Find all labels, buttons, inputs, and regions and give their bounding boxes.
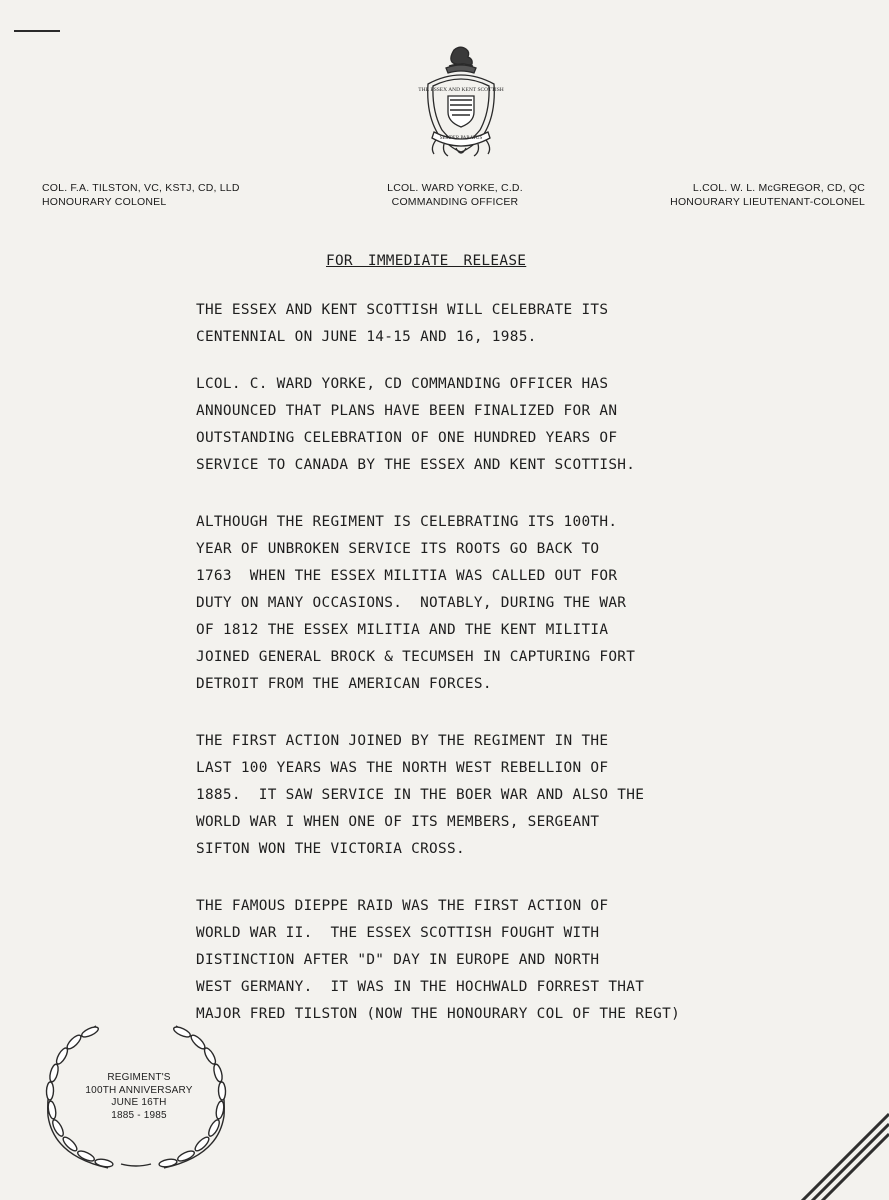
text-line: JOINED GENERAL BROCK & TECUMSEH IN CAPTURING FORT <box>196 649 636 665</box>
officer-name: L.COL. W. L. McGREGOR, CD, QC <box>692 182 865 194</box>
text-line: SIFTON WON THE VICTORIA CROSS. <box>196 841 465 857</box>
text-line: DISTINCTION AFTER "D" DAY IN EUROPE AND NORTH <box>196 952 600 968</box>
text-line: OUTSTANDING CELEBRATION OF ONE HUNDRED YEARS OF <box>196 430 618 446</box>
text-line: OF 1812 THE ESSEX MILITIA AND THE KENT MILITIA <box>196 622 609 638</box>
edge-mark <box>14 30 60 32</box>
text-line: THE ESSEX AND KENT SCOTTISH WILL CELEBRATE ITS <box>196 302 609 318</box>
text-line: WEST GERMANY. IT WAS IN THE HOCHWALD FORREST THAT <box>196 979 645 995</box>
text-line: SERVICE TO CANADA BY THE ESSEX AND KENT SCOTTISH. <box>196 457 636 473</box>
commanding-officer-block <box>340 181 570 209</box>
anniversary-seal-text <box>74 1072 204 1122</box>
officer-title: HONOURARY COLONEL <box>42 196 167 208</box>
text-line: LCOL. C. WARD YORKE, CD COMMANDING OFFICER HAS <box>196 376 609 392</box>
paragraph-dieppe <box>196 893 816 1028</box>
text-line: DETROIT FROM THE AMERICAN FORCES. <box>196 676 492 692</box>
press-release-body <box>196 248 816 1048</box>
text-line: LAST 100 YEARS WAS THE NORTH WEST REBELLION OF <box>196 760 609 776</box>
officer-name: COL. F.A. TILSTON, VC, KSTJ, CD, LLD <box>42 182 240 194</box>
text-line: 1885. IT SAW SERVICE IN THE BOER WAR AND ALSO THE <box>196 787 645 803</box>
text-line: ANNOUNCED THAT PLANS HAVE BEEN FINALIZED FOR AN <box>196 403 618 419</box>
text-line: WORLD WAR I WHEN ONE OF ITS MEMBERS, SERGEANT <box>196 814 600 830</box>
officer-title: HONOURARY LIEUTENANT-COLONEL <box>670 196 865 208</box>
officer-title: COMMANDING OFFICER <box>391 196 519 208</box>
honourary-colonel-block <box>42 181 240 209</box>
crest-motto-text: THE ESSEX AND KENT SCOTTISH <box>418 87 504 93</box>
officer-name: LCOL. WARD YORKE, C.D. <box>387 182 523 194</box>
honourary-lieutenant-colonel-block <box>670 181 865 209</box>
text-line: YEAR OF UNBROKEN SERVICE ITS ROOTS GO BACK TO <box>196 541 600 557</box>
anniversary-line: JUNE 16TH <box>111 1097 167 1108</box>
regimental-crest-logo <box>416 44 506 162</box>
text-line: ALTHOUGH THE REGIMENT IS CELEBRATING ITS 100TH. <box>196 514 618 530</box>
text-line: MAJOR FRED TILSTON (NOW THE HONOURARY COL OF THE REGT) <box>196 1006 681 1022</box>
paragraph-plans <box>196 371 816 479</box>
crest-ribbon-text: SEMPER PARATUS <box>439 136 483 141</box>
text-line: THE FIRST ACTION JOINED BY THE REGIMENT IN THE <box>196 733 609 749</box>
text-line: THE FAMOUS DIEPPE RAID WAS THE FIRST ACTION OF <box>196 898 609 914</box>
corner-stripes-decoration <box>779 1080 889 1200</box>
text-line: DUTY ON MANY OCCASIONS. NOTABLY, DURING THE WAR <box>196 595 627 611</box>
text-line: WORLD WAR II. THE ESSEX SCOTTISH FOUGHT WITH <box>196 925 600 941</box>
text-line: CENTENNIAL ON JUNE 14-15 AND 16, 1985. <box>196 329 537 345</box>
paragraph-centennial <box>196 297 816 351</box>
paragraph-history <box>196 509 816 698</box>
anniversary-line: 100TH ANNIVERSARY <box>85 1084 193 1096</box>
release-heading: FOR IMMEDIATE RELEASE <box>326 253 527 269</box>
anniversary-line: REGIMENT'S <box>107 1072 171 1083</box>
anniversary-line: 1885 - 1985 <box>111 1109 167 1121</box>
paragraph-first-action <box>196 728 816 863</box>
text-line: 1763 WHEN THE ESSEX MILITIA WAS CALLED OUT FOR <box>196 568 618 584</box>
